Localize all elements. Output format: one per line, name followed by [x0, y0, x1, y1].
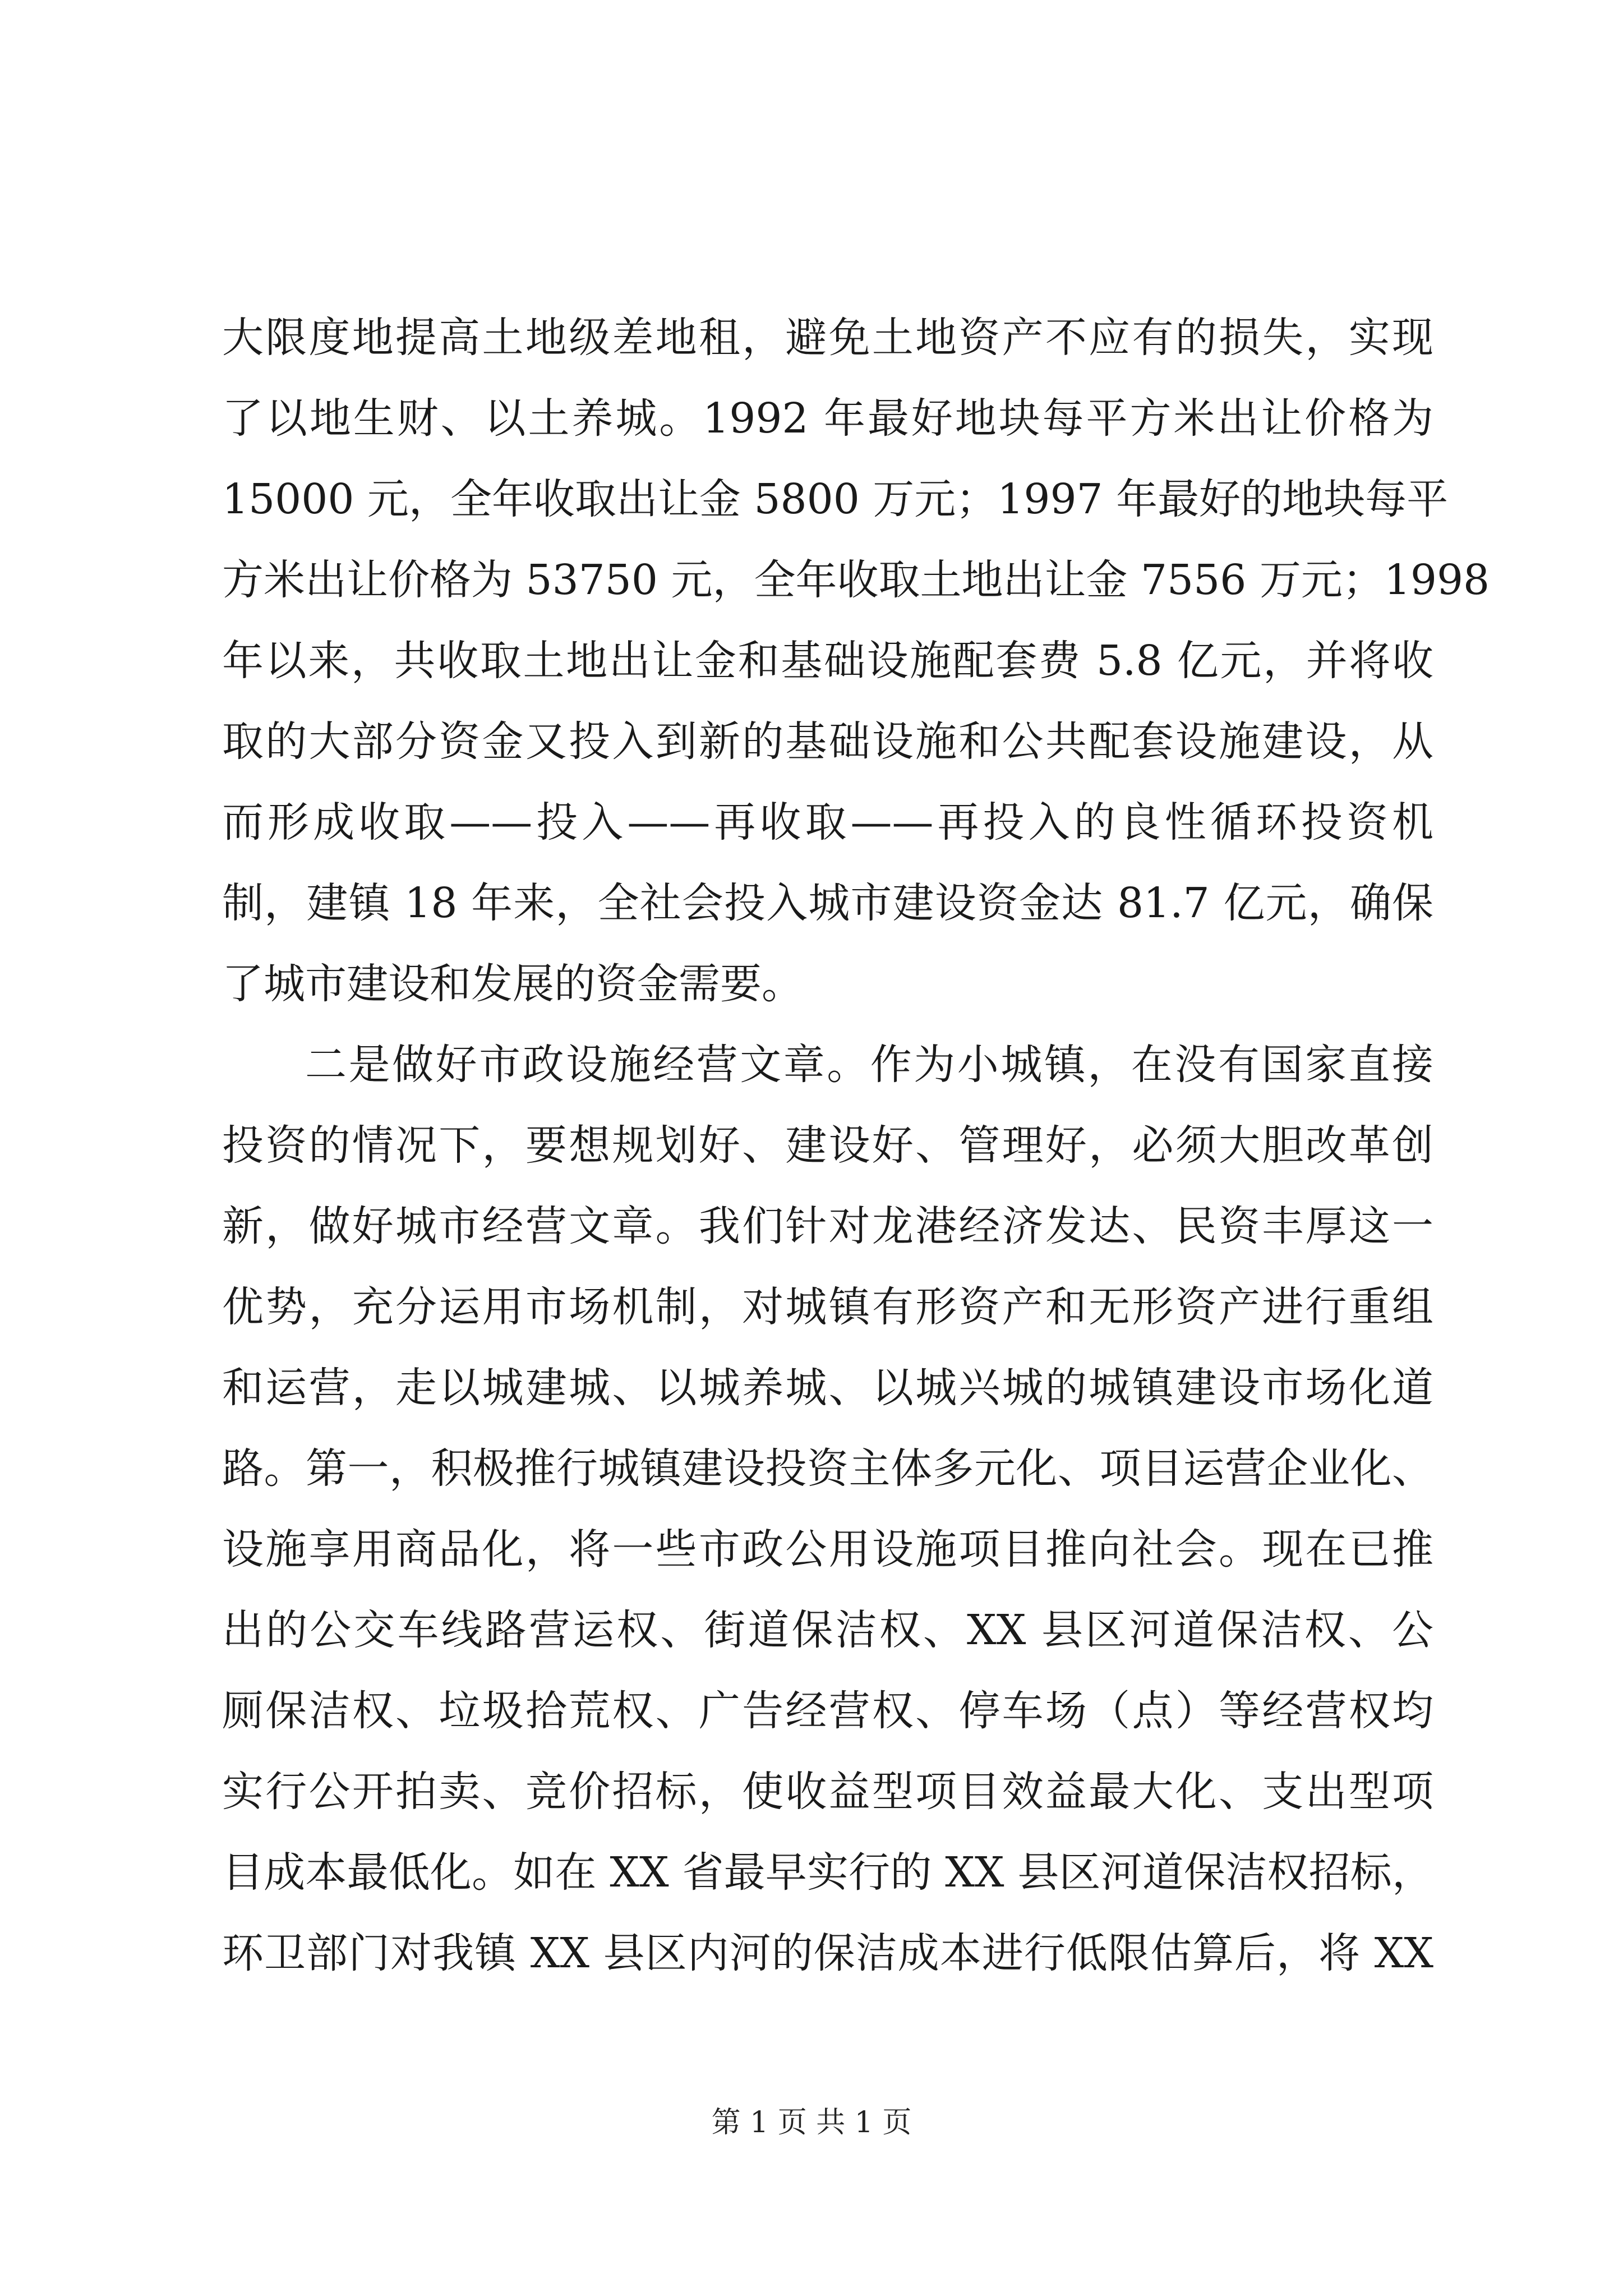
text-line: 而形成收取——投入——再收取——再投入的良性循环投资机: [222, 798, 1433, 846]
text-line: 制，建镇 18 年来，全社会投入城市建设资金达 81.7 亿元，确保: [222, 879, 1433, 927]
text-line: 优势，充分运用市场机制，对城镇有形资产和无形资产进行重组: [222, 1283, 1433, 1331]
text-line: 取的大部分资金又投入到新的基础设施和公共配套设施建设，从: [222, 717, 1433, 766]
text-line: 大限度地提高土地级差地租，避免土地资产不应有的损失，实现: [222, 314, 1433, 362]
text-line: 方米出让价格为 53750 元，全年收取土地出让金 7556 万元；1998: [222, 556, 1490, 604]
page-number-footer: 第 1 页 共 1 页: [711, 2106, 912, 2139]
text-line: 和运营，走以城建城、以城养城、以城兴城的城镇建设市场化道: [222, 1364, 1433, 1412]
text-line: 新，做好城市经营文章。我们针对龙港经济发达、民资丰厚这一: [222, 1202, 1433, 1250]
paragraph-1: [222, 297, 1490, 1024]
text-line: 年以来，共收取土地出让金和基础设施配套费 5.8 亿元，并将收: [222, 637, 1433, 685]
text-line: 二是做好市政设施经营文章。作为小城镇，在没有国家直接: [305, 1041, 1433, 1089]
text-line: 实行公开拍卖、竞价招标，使收益型项目效益最大化、支出型项: [222, 1768, 1433, 1816]
document-body: [222, 297, 1490, 1994]
text-line: 路。第一，积极推行城镇建设投资主体多元化、项目运营企业化、: [222, 1444, 1433, 1493]
text-line: 了以地生财、以土养城。1992 年最好地块每平方米出让价格为: [222, 394, 1433, 443]
text-line: 厕保洁权、垃圾拾荒权、广告经营权、停车场（点）等经营权均: [222, 1687, 1433, 1735]
text-line: 15000 元，全年收取出让金 5800 万元；1997 年最好的地块每平: [222, 475, 1449, 523]
text-line: 出的公交车线路营运权、街道保洁权、XX 县区河道保洁权、公: [222, 1606, 1433, 1654]
text-line: 了城市建设和发展的资金需要。: [222, 960, 803, 1008]
paragraph-2: [222, 1024, 1433, 1994]
text-line: 投资的情况下，要想规划好、建设好、管理好，必须大胆改革创: [222, 1121, 1433, 1170]
text-line: 目成本最低化。如在 XX 省最早实行的 XX 县区河道保洁权招标，: [222, 1848, 1433, 1897]
text-line: 环卫部门对我镇 XX 县区内河的保洁成本进行低限估算后，将 XX: [222, 1929, 1433, 1977]
text-line: 设施享用商品化，将一些市政公用设施项目推向社会。现在已推: [222, 1525, 1433, 1573]
